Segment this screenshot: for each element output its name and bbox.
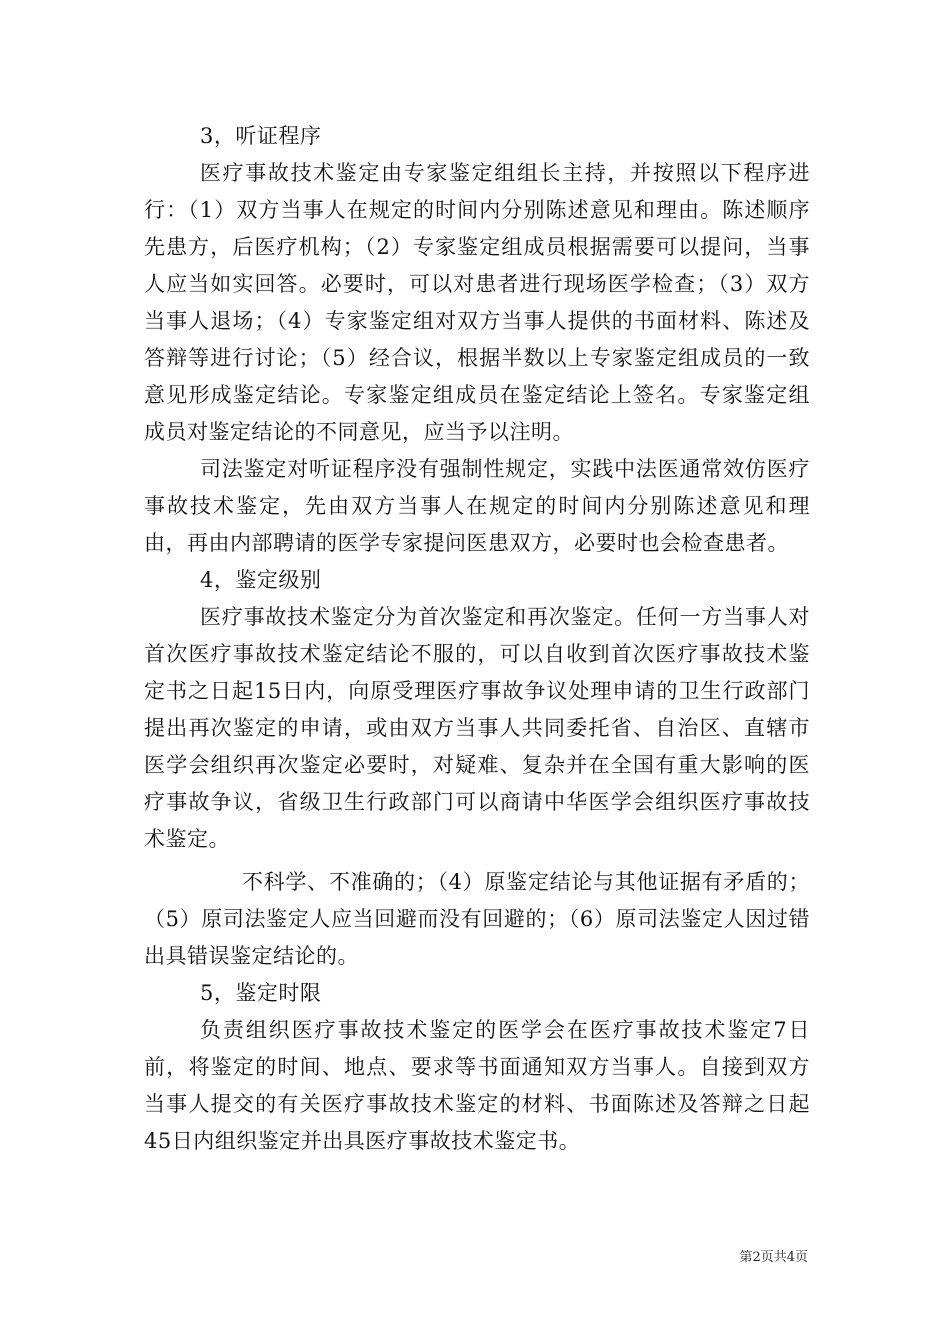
page-number: 第2页共4页 — [739, 1250, 808, 1265]
paragraph-reappraisal-conditions: 不科学、不准确的；（4）原鉴定结论与其他证据有矛盾的；（5）原司法鉴定人应当回避而没有回避的；（6）原司法鉴定人因过错出具错误鉴定结论的。 — [144, 870, 810, 968]
document-body — [144, 118, 810, 1160]
paragraph-appraisal-level: 医疗事故技术鉴定分为首次鉴定和再次鉴定。任何一方当事人对首次医疗事故技术鉴定结论不服的，可以自收到首次医疗事故技术鉴定书之日起15日内，向原受理医疗事故争议处理申请的卫生行政部门提出再次鉴定的申请，或由双方当事人共同委托省、自治区、直辖市医学会组织再次鉴定必要时，对疑难、复杂并在全国有重大影响的医疗事故争议，省级卫生行政部门可以商请中华医学会组织医疗事故技术鉴定。 — [144, 605, 810, 851]
paragraph-judicial-hearing: 司法鉴定对听证程序没有强制性规定，实践中法医通常效仿医疗事故技术鉴定，先由双方当事人在规定的时间内分别陈述意见和理由，再由内部聘请的医学专家提问医患双方，必要时也会检查患者。 — [144, 457, 810, 555]
paragraph-hearing-procedure: 医疗事故技术鉴定由专家鉴定组组长主持，并按照以下程序进行：（1）双方当事人在规定的时间内分别陈述意见和理由。陈述顺序先患方，后医疗机构；（2）专家鉴定组成员根据需要可以提问，当事人应当如实回答。必要时，可以对患者进行现场医学检查；（3）双方当事人退场；（4）专家鉴定组对双方当事人提供的书面材料、陈述及答辩等进行讨论；（5）经合议，根据半数以上专家鉴定组成员的一致意见形成鉴定结论。专家鉴定组成员在鉴定结论上签名。专家鉴定组成员对鉴定结论的不同意见，应当予以注明。 — [144, 161, 810, 444]
section-heading-time-limit: 5，鉴定时限 — [200, 981, 322, 1005]
paragraph-time-limit: 负责组织医疗事故技术鉴定的医学会在医疗事故技术鉴定7日前，将鉴定的时间、地点、要求等书面通知双方当事人。自接到双方当事人提交的有关医疗事故技术鉴定的材料、书面陈述及答辩之日起45日内组织鉴定并出具医疗事故技术鉴定书。 — [144, 1018, 810, 1153]
section-heading-level: 4，鉴定级别 — [200, 568, 322, 592]
section-heading-hearing: 3，听证程序 — [200, 124, 322, 148]
